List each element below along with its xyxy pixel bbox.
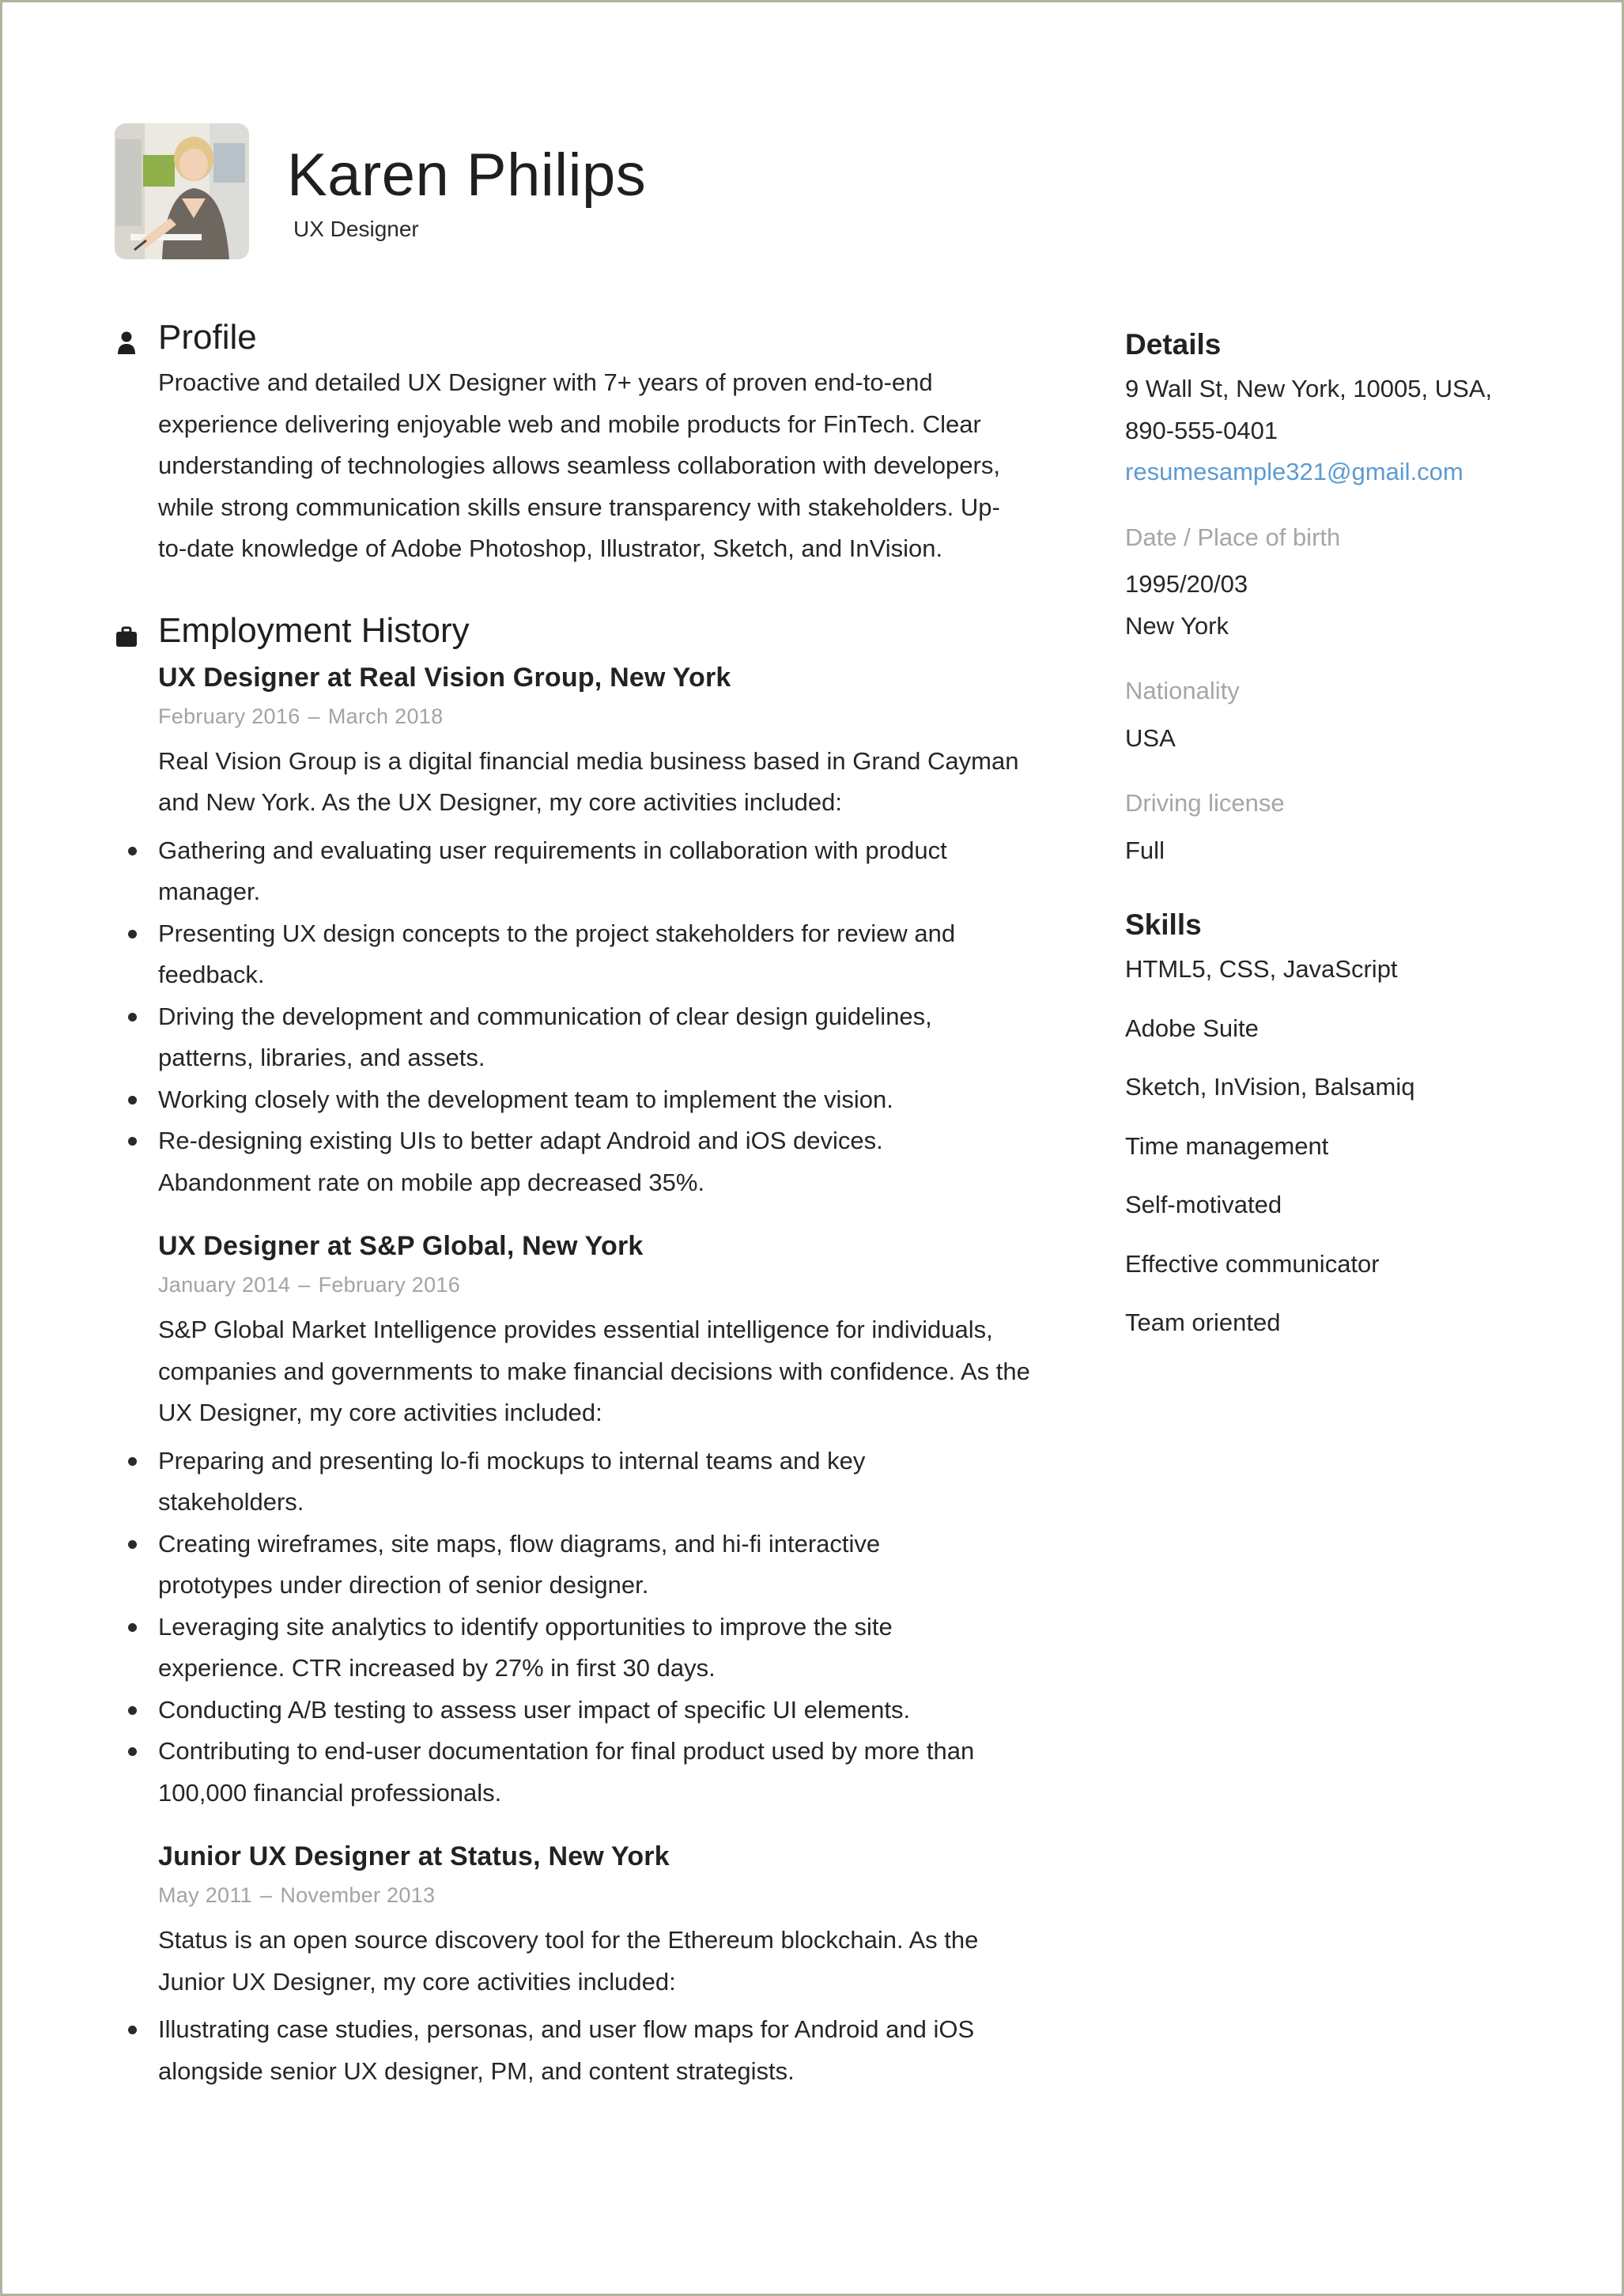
candidate-name: Karen Philips: [287, 142, 647, 209]
job-dates: [158, 698, 1063, 734]
bullet-line: Working closely with the development team to implement the vision.: [158, 1085, 893, 1113]
summary-line: S&P Global Market Intelligence provides essential intelligence for individuals,: [158, 1316, 993, 1343]
main-column: [115, 316, 1063, 2092]
nationality-value: USA: [1125, 723, 1176, 752]
profile-line: Proactive and detailed UX Designer with 7+ years of proven end-to-end: [158, 368, 933, 396]
bullet-item: [115, 996, 1063, 1079]
candidate-title: UX Designer: [293, 217, 419, 241]
bullet-item: [115, 1079, 1063, 1121]
profile-line: while strong communication skills ensure transparency with stakeholders. Up-: [158, 493, 1000, 521]
skill-item: Adobe Suite: [1125, 1014, 1259, 1042]
bullet-dot: [128, 1747, 137, 1756]
briefcase-icon: [115, 624, 138, 649]
job-bullets: [115, 1441, 1063, 1815]
job-entry: [115, 1836, 1063, 2003]
bullet-dot: [128, 1540, 137, 1549]
skill-item: Self-motivated: [1125, 1191, 1282, 1218]
bullet-item: [115, 1690, 1063, 1731]
profile-section-header: [115, 316, 1063, 368]
birth-label: Date / Place of birth: [1125, 523, 1341, 551]
skills-list: [1125, 949, 1552, 1343]
summary-line: Junior UX Designer, my core activities included:: [158, 1967, 676, 1996]
job-title: UX Designer at S&P Global, New York: [158, 1231, 644, 1261]
job-bullets: [115, 830, 1063, 1204]
bullet-line: feedback.: [158, 961, 265, 988]
job-summary: [158, 1920, 1063, 2003]
bullet-item: [115, 1441, 1063, 1524]
job-end: February 2016: [318, 1273, 461, 1297]
bullet-line: Illustrating case studies, personas, and user flow maps for Android and iOS: [158, 2015, 975, 2043]
job-dates: [158, 1267, 1063, 1303]
birth-place: New York: [1125, 611, 1229, 640]
job-start: January 2014: [158, 1273, 291, 1297]
bullet-item: [115, 1607, 1063, 1690]
date-separator: –: [308, 704, 320, 728]
bullet-line: stakeholders.: [158, 1488, 304, 1516]
bullet-line: Driving the development and communication of clear design guidelines,: [158, 1002, 932, 1030]
bullet-line: experience. CTR increased by 27% in first 30 days.: [158, 1654, 716, 1682]
bullet-item: [115, 1731, 1063, 1814]
bullet-line: alongside senior UX designer, PM, and content strategists.: [158, 2056, 795, 2085]
skill-item: Team oriented: [1125, 1308, 1281, 1336]
bullet-dot: [128, 1457, 137, 1466]
employment-heading: Employment History: [158, 610, 470, 650]
job-end: November 2013: [280, 1883, 436, 1907]
bullet-dot: [128, 2026, 137, 2034]
bullet-line: Gathering and evaluating user requirements in collaboration with product: [158, 836, 947, 864]
details-heading: Details: [1125, 328, 1222, 361]
job-summary: [158, 741, 1063, 824]
job-start: May 2011: [158, 1883, 252, 1907]
profile-heading: Profile: [158, 318, 257, 357]
skill-item: HTML5, CSS, JavaScript: [1125, 955, 1398, 983]
summary-line: Status is an open source discovery tool for the Ethereum blockchain. As the: [158, 1926, 979, 1954]
bullet-item: [115, 830, 1063, 913]
bullet-line: Contributing to end-user documentation for final product used by more than: [158, 1737, 975, 1765]
bullet-dot: [128, 930, 137, 938]
bullet-line: Presenting UX design concepts to the project stakeholders for review and: [158, 919, 956, 947]
email-link[interactable]: resumesample321@gmail.com: [1125, 458, 1463, 485]
bullet-item: [115, 913, 1063, 996]
job-title: UX Designer at Real Vision Group, New York: [158, 662, 731, 693]
date-separator: –: [298, 1273, 311, 1297]
sidebar-column: [1125, 321, 1552, 1361]
bullet-item: [115, 2009, 1063, 2092]
job-bullets: [115, 2009, 1063, 2092]
bullet-dot: [128, 1706, 137, 1715]
bullet-line: Conducting A/B testing to assess user impact of specific UI elements.: [158, 1695, 911, 1724]
profile-text: [115, 362, 1063, 570]
job-title: Junior UX Designer at Status, New York: [158, 1841, 670, 1871]
bullet-dot: [128, 1623, 137, 1632]
job-dates: [158, 1877, 1063, 1913]
summary-line: companies and governments to make financial decisions with confidence. As the: [158, 1357, 1030, 1385]
employment-section-header: [115, 610, 1063, 662]
date-separator: –: [259, 1883, 273, 1907]
bullet-dot: [128, 1013, 137, 1021]
bullet-item: [115, 1120, 1063, 1203]
summary-line: and New York. As the UX Designer, my core activities included:: [158, 788, 842, 816]
address: 9 Wall St, New York, 10005, USA,: [1125, 375, 1493, 402]
job-entry: [115, 657, 1063, 824]
license-label: Driving license: [1125, 789, 1285, 817]
job-entry: [115, 1225, 1063, 1434]
profile-line: to-date knowledge of Adobe Photoshop, Illustrator, Sketch, and InVision.: [158, 534, 943, 562]
bullet-line: Creating wireframes, site maps, flow diagrams, and hi-fi interactive: [158, 1529, 881, 1558]
skill-item: Effective communicator: [1125, 1249, 1380, 1278]
skill-item: Time management: [1125, 1131, 1329, 1160]
bullet-line: Leveraging site analytics to identify opportunities to improve the site: [158, 1612, 893, 1641]
bullet-line: Re-designing existing UIs to better adapt Android and iOS devices.: [158, 1127, 883, 1154]
bullet-item: [115, 1524, 1063, 1607]
person-icon: [115, 330, 138, 356]
profile-line: understanding of technologies allows seamless collaboration with developers,: [158, 451, 1000, 479]
birth-date: 1995/20/03: [1125, 570, 1248, 598]
phone: 890-555-0401: [1125, 416, 1278, 444]
job-end: March 2018: [327, 704, 444, 728]
license-value: Full: [1125, 836, 1165, 864]
bullet-dot: [128, 847, 137, 855]
avatar: [115, 123, 249, 259]
bullet-dot: [128, 1096, 137, 1105]
summary-line: UX Designer, my core activities included:: [158, 1399, 602, 1426]
nationality-label: Nationality: [1125, 677, 1240, 704]
bullet-line: patterns, libraries, and assets.: [158, 1044, 485, 1071]
skill-item: Sketch, InVision, Balsamiq: [1125, 1073, 1415, 1101]
bullet-line: 100,000 financial professionals.: [158, 1778, 502, 1807]
bullet-line: prototypes under direction of senior designer.: [158, 1571, 649, 1599]
job-summary: [158, 1309, 1063, 1434]
bullet-line: Abandonment rate on mobile app decreased 35%.: [158, 1168, 705, 1196]
job-start: February 2016: [158, 704, 300, 728]
profile-line: experience delivering enjoyable web and mobile products for FinTech. Clear: [158, 410, 981, 438]
bullet-line: manager.: [158, 878, 261, 905]
summary-line: Real Vision Group is a digital financial media business based in Grand Cayman: [158, 746, 1019, 775]
skills-heading: Skills: [1125, 908, 1202, 941]
bullet-dot: [128, 1137, 137, 1146]
bullet-line: Preparing and presenting lo-fi mockups to internal teams and key: [158, 1446, 866, 1475]
